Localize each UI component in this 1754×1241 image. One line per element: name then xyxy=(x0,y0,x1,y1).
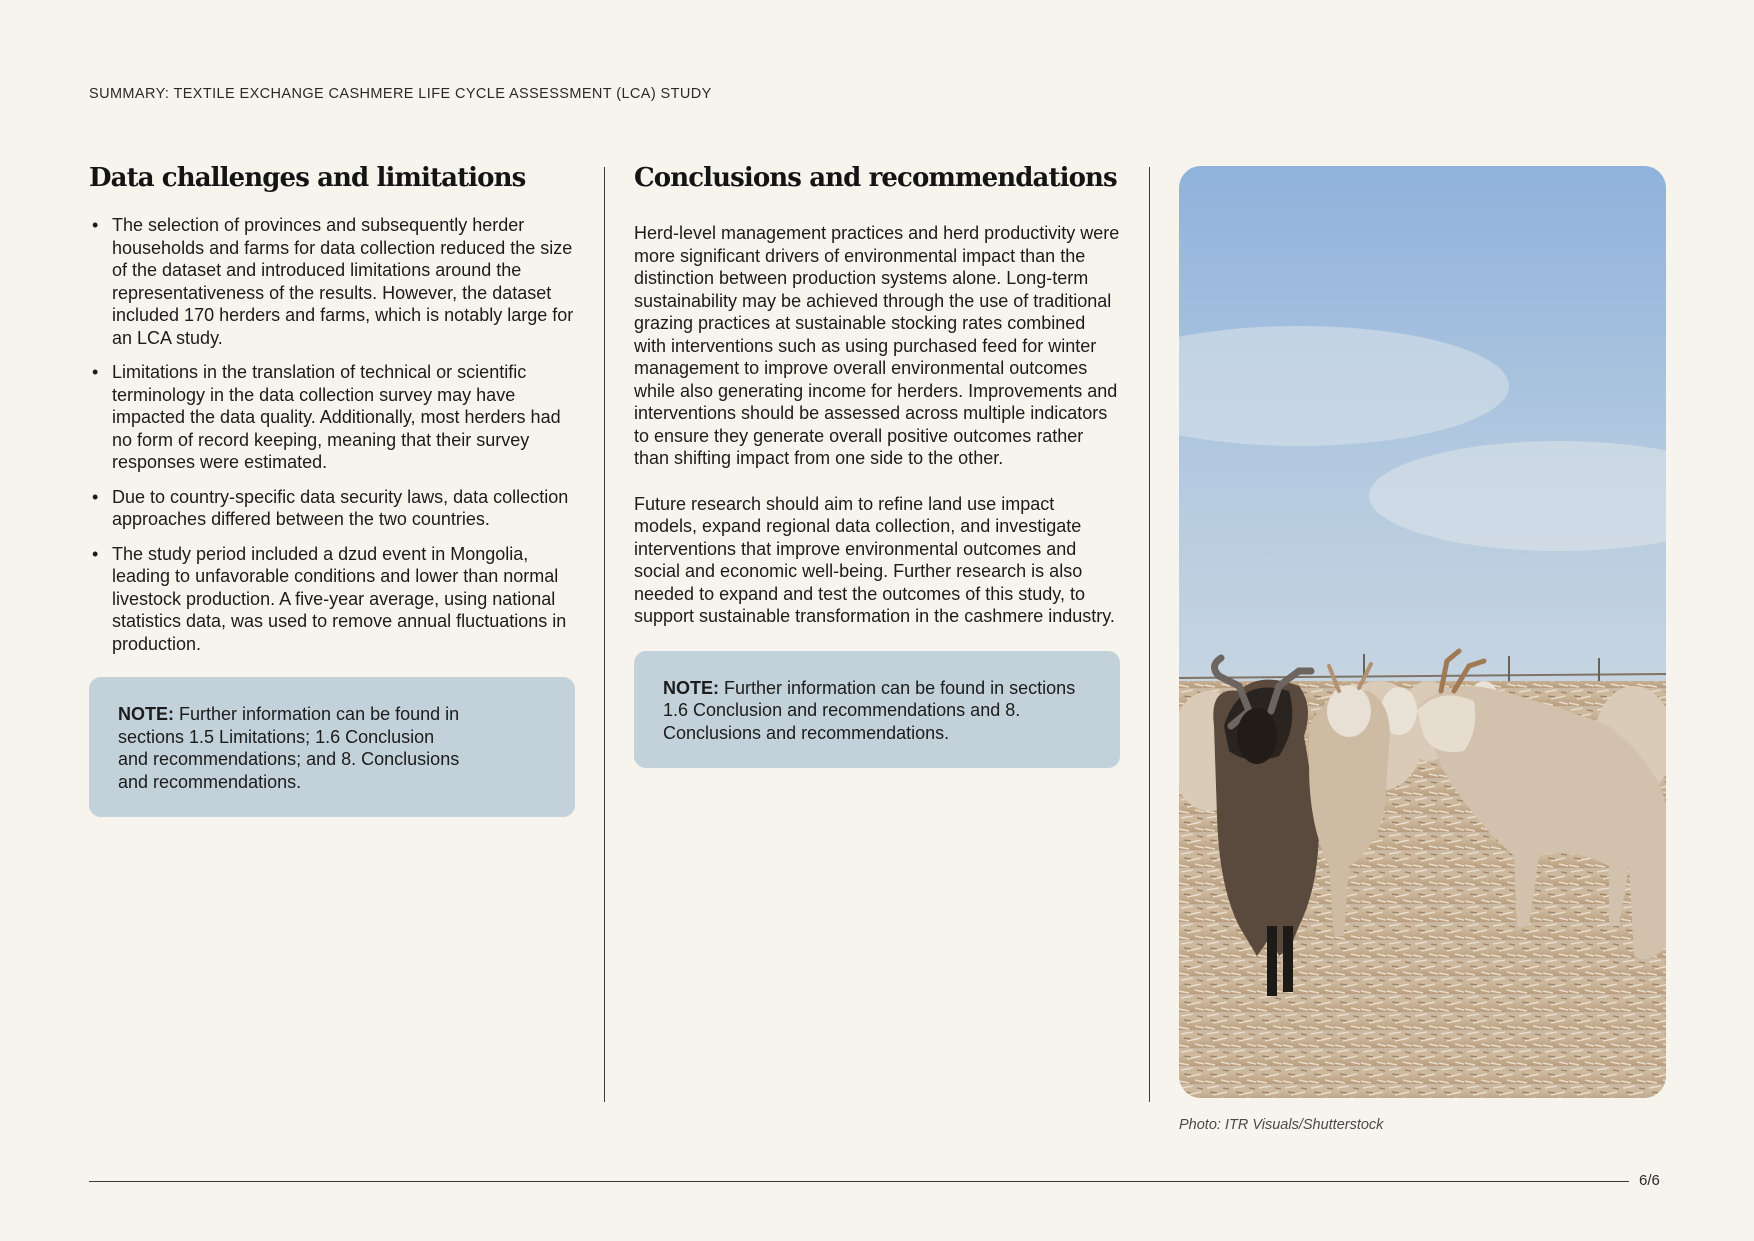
goats-photo xyxy=(1179,166,1666,1098)
limitations-column xyxy=(89,160,577,817)
footer-divider xyxy=(89,1181,1629,1182)
limitations-list xyxy=(89,214,577,655)
running-header: SUMMARY: TEXTILE EXCHANGE CASHMERE LIFE CYCLE ASSESSMENT (LCA) STUDY xyxy=(89,86,712,102)
note-text: Further information can be found in sections 1.6 Conclusion and recommendations and 8. Conclusions and recommendations. xyxy=(663,677,1076,743)
limitations-heading: Data challenges and limitations xyxy=(89,163,526,193)
future-research-paragraph: Future research should aim to refine land use impact models, expand regional data collection, and investigate interventions that improve environmental outcomes and social and economic well-being. Further research is also needed to expand and test the outcomes of this study, to support sustainable transformation in the cashmere industry. xyxy=(634,493,1115,626)
list-item: • The selection of provinces and subsequently herder households and farms for data collection reduced the size of the dataset and introduced limitations around the representativeness of the results. However, the dataset included 170 herders and farms, which is notably large for an LCA study. xyxy=(89,214,577,349)
conclusions-note xyxy=(634,651,1120,769)
list-item: • Limitations in the translation of technical or scientific terminology in the data collection survey may have impacted the data quality. Additionally, most herders had no form of record keeping, meaning that their survey responses were estimated. xyxy=(89,361,577,474)
column-divider xyxy=(604,167,605,1102)
column-divider xyxy=(1149,167,1150,1102)
list-item: • The study period included a dzud event in Mongolia, leading to unfavorable conditions and lower than normal livestock production. A five-year average, using national statistics data, was used to remove annual fluctuations in production. xyxy=(89,543,577,656)
conclusions-paragraph: Herd-level management practices and herd productivity were more significant drivers of environmental impact than the distinction between production systems alone. Long-term sustainability may be achieved through the use of traditional grazing practices at sustainable stocking rates combined with interventions such as using purchased feed for winter management to improve overall environmental outcomes while also generating income for herders. Improvements and interventions should be assessed across multiple indicators to ensure they generate overall positive outcomes rather than shifting impact from one side to the other. xyxy=(634,223,1120,468)
conclusions-heading: Conclusions and recommendations xyxy=(634,163,1117,193)
list-item: • Due to country-specific data security laws, data collection approaches differed between the two countries. xyxy=(89,486,577,531)
page-number: 6/6 xyxy=(1639,1172,1660,1189)
photo-caption: Photo: ITR Visuals/Shutterstock xyxy=(1179,1117,1384,1133)
note-label: NOTE: xyxy=(663,677,719,698)
conclusions-column xyxy=(634,160,1122,768)
note-label: NOTE: xyxy=(118,704,174,724)
note-text: Further information can be found in sections 1.5 Limitations; 1.6 Conclusion and recommendations; and 8. Conclusions and recommendations. xyxy=(118,704,460,792)
limitations-note xyxy=(89,677,575,817)
